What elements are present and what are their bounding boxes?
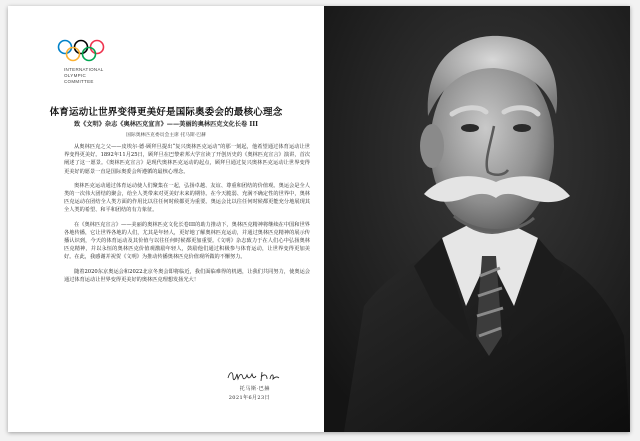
author-line: 国际奥林匹克委员会主席 托马斯·巴赫 bbox=[126, 133, 206, 138]
letter-date: 2021年6月23日 bbox=[228, 395, 270, 401]
paragraph: 奥林匹克运动通过体育运动使人们聚集在一起，弘扬卓越、友谊、尊重和团结的价值观。奥运会是全人类的一次伟大团结的聚会，给全人类带来对更美好未来的期待。在今天脆弱、充满不确定性的世界中，奥林匹克运动在团结全人类方面的作用比以往任何时候都更为重要。奥运会比以往任何时候都更能充分地展现其全人类的希望、和平和团结的有力象征。 bbox=[64, 182, 310, 214]
paragraph: 在《奥林匹克宣言》——美丽的奥林匹克文化长卷III的助力推动下，奥林匹克精神将继续在中国和世界各地传播，它让世界各地的人们，尤其是年轻人，更好地了解奥林匹克运动，并通过奥林匹克精神的展示传播认识到，今天的体育运动及其价值与以往任何时候都更加重要。《文明》杂志致力于在人们心中弘扬奥林匹克精神，并以永恒的奥林匹克价值观激励年轻人，鼓励他们通过积极参与体育运动，让世界变得更加美好。在此，我感谢并祝贺《文明》为推动传播奥林匹克价值观所做的不懈努力。 bbox=[64, 221, 310, 261]
letter-page bbox=[8, 6, 324, 432]
ioc-line: OLYMPIC bbox=[64, 73, 87, 78]
magazine-spread bbox=[8, 6, 630, 432]
eye-left bbox=[461, 124, 479, 132]
portrait-photo bbox=[324, 6, 630, 432]
ring-black bbox=[75, 41, 88, 54]
letter-body bbox=[64, 143, 310, 290]
paragraph: 随着2020东京奥运会和2022北京冬奥会即将临近，我们面临难得的机遇，让我们共同努力，使奥运会通过体育运动让世界变得更美好的奥林匹克理想发扬光大！ bbox=[64, 268, 310, 283]
ioc-line: INTERNATIONAL bbox=[64, 67, 104, 72]
ring-blue bbox=[59, 41, 72, 54]
ring-yellow bbox=[67, 48, 80, 61]
paragraph: 从奥林匹克之父——皮埃尔·德·顾拜旦提出“复兴奥林匹克运动”的那一刻起，他希望通过体育运动让世界变得更美好。1892年11月25日，顾拜旦在巴黎索邦大学宣读了开创历史的《奥林匹克宣言》演讲，首次阐述了这一愿景。《奥林匹克宣言》是现代奥林匹克运动的起点，顾拜旦通过复兴奥林匹克运动让世界变得更美好的愿景一直是国际奥委会所遵循的最核心理念。 bbox=[64, 144, 310, 175]
olympic-rings-icon bbox=[56, 38, 106, 64]
letter-subtitle: 致《文明》杂志《奥林匹克宣言》——美丽的奥林匹克文化长卷 III bbox=[73, 121, 259, 128]
letter-title: 体育运动让世界变得更美好是国际奥委会的最核心理念 bbox=[49, 107, 283, 118]
handwritten-signature bbox=[226, 368, 288, 384]
eye-right bbox=[513, 124, 531, 132]
portrait-page bbox=[324, 6, 630, 432]
ring-red bbox=[91, 41, 104, 54]
signature-block bbox=[226, 368, 316, 401]
signature-name: 托马斯·巴赫 bbox=[239, 386, 270, 392]
ring-green bbox=[83, 48, 96, 61]
ear bbox=[420, 124, 444, 168]
ioc-logo bbox=[56, 38, 112, 85]
ioc-wordmark bbox=[56, 67, 112, 85]
ioc-line: COMMITTEE bbox=[64, 79, 94, 84]
